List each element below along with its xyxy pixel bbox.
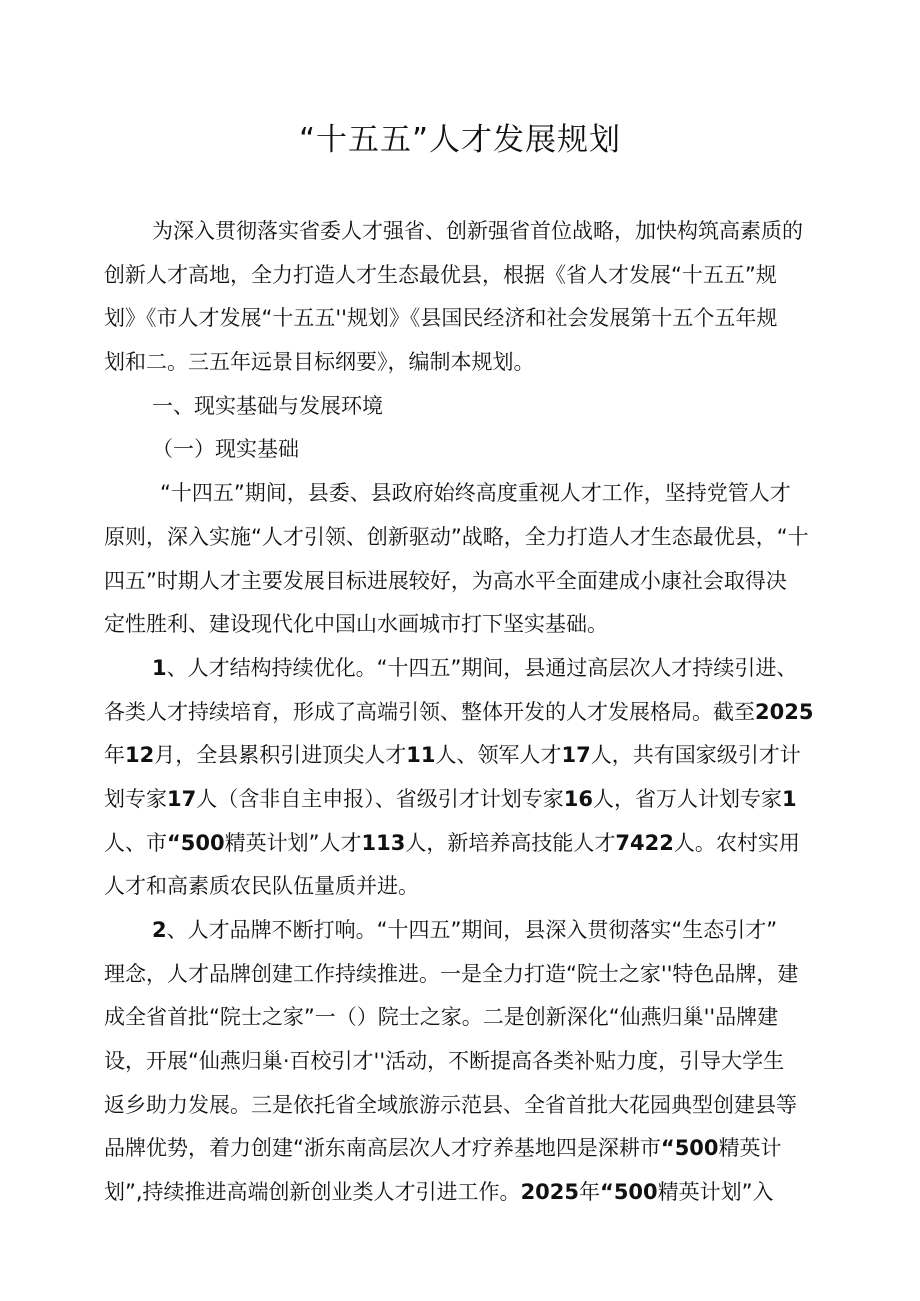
section-heading-2: （一）现实基础: [152, 437, 299, 462]
text-run: 精英计划”人才: [224, 830, 362, 855]
text-run: 人、领军人才: [435, 743, 562, 768]
number-run: “500: [167, 830, 225, 855]
number-run: 11: [406, 743, 436, 768]
number-run: 1: [781, 786, 797, 811]
para-2-line-2: 理念，人才品牌创建工作持续推进。一是全力打造“院士之家''特色品牌，建: [104, 961, 799, 986]
section-heading-1: 一、现实基础与发展环境: [152, 393, 383, 418]
para-2-line-6: [104, 1127, 824, 1171]
text-run: 人，省万人计划专家: [592, 786, 782, 811]
text-run: 划专家: [104, 786, 167, 811]
para-1-line-1: [104, 647, 824, 691]
para-1-line-2: [104, 691, 824, 735]
intro-line-3: 划》《市人才发展“十五五''规划》《县国民经济和社会发展第十五个五年规: [104, 306, 778, 331]
para-1-line-5: [104, 822, 824, 866]
para-a-line-1: “十四五”期间，县委、县政府始终高度重视人才工作，坚持党管人才: [160, 481, 791, 506]
para-2-line-7: [104, 1171, 824, 1215]
document-title: “十五五”人才发展规划: [298, 122, 622, 158]
text-run: 年: [104, 743, 125, 768]
item-number: 1: [152, 655, 167, 680]
intro-line-2: 创新人才高地，全力打造人才生态最优县，根据《省人才发展“十五五”规: [104, 262, 777, 287]
para-a-line-3: 四五”时期人才主要发展目标进展较好，为高水平全面建成小康社会取得决: [104, 568, 787, 593]
para-a-line-2: 原则，深入实施“人才引领、创新驱动”战略，全力打造人才生态最优县，“十: [104, 524, 809, 549]
number-run: 2025: [755, 699, 814, 724]
text-run: 人，共有国家级引才计: [590, 743, 801, 768]
text-run: 人（含非自主申报）、省级引才计划专家: [196, 786, 564, 811]
para-a-line-4: 定性胜利、建设现代化中国山水画城市打下坚实基础。: [104, 612, 608, 637]
number-run: 2025: [520, 1180, 580, 1205]
number-run: 16: [563, 786, 593, 811]
number-run: 113: [361, 830, 406, 855]
number-run: “500: [600, 1180, 658, 1205]
text-run: 人。农村实用: [673, 830, 800, 855]
item-number: 2: [152, 918, 167, 942]
para-1-line-3: [104, 734, 824, 778]
para-2-line-4: 设，开展“仙燕归巢·百校引才''活动，不断提高各类补贴力度，引导大学生: [104, 1049, 785, 1074]
para-1-line-6: 人才和高素质农民队伍量质并进。: [104, 874, 419, 899]
para-2-line-3: 成全省首批“院士之家”一（）院士之家。二是创新深化“仙燕归巢''品牌建: [104, 1005, 779, 1030]
text-run: 精英计: [718, 1136, 782, 1161]
document-body: [104, 210, 824, 1215]
text-run: 人、市: [104, 830, 167, 855]
text-run: 各类人才持续培育，形成了高端引领、整体开发的人才发展格局。截至: [104, 699, 755, 724]
text-run: 年: [579, 1180, 601, 1205]
number-run: 12: [125, 743, 155, 768]
number-run: 17: [167, 786, 197, 811]
number-run: “500: [660, 1136, 719, 1161]
para-2-line-5: 返乡助力发展。三是依托省全域旅游示范县、全省首批大花园典型创建县等: [104, 1092, 797, 1117]
text-run: 品牌优势，着力创建“浙东南高层次人才疗养基地四是深耕市: [104, 1136, 661, 1161]
para-1-line-4: [104, 778, 824, 822]
number-run: 17: [561, 743, 591, 768]
para-1-line-1-text: 、人才结构持续优化。“十四五”期间，县通过高层次人才持续引进、: [166, 655, 798, 680]
text-run: 人，新培养高技能人才: [405, 830, 616, 855]
text-run: 月，全县累积引进顶尖人才: [154, 743, 407, 768]
intro-line-1: 为深入贯彻落实省委人才强省、创新强省首位战略，加快构筑高素质的: [152, 219, 803, 243]
para-2-line-1: [104, 909, 824, 953]
text-run: 精英计划”入: [657, 1180, 774, 1205]
intro-line-4: 划和二。三五年远景目标纲要》，编制本规划。: [104, 350, 535, 375]
para-2-line-1-text: 、人才品牌不断打响。“十四五”期间，县深入贯彻落实“生态引才”: [166, 918, 778, 942]
number-run: 7422: [615, 830, 674, 855]
text-run: 划”,持续推进高端创新创业类人才引进工作。: [104, 1180, 521, 1205]
